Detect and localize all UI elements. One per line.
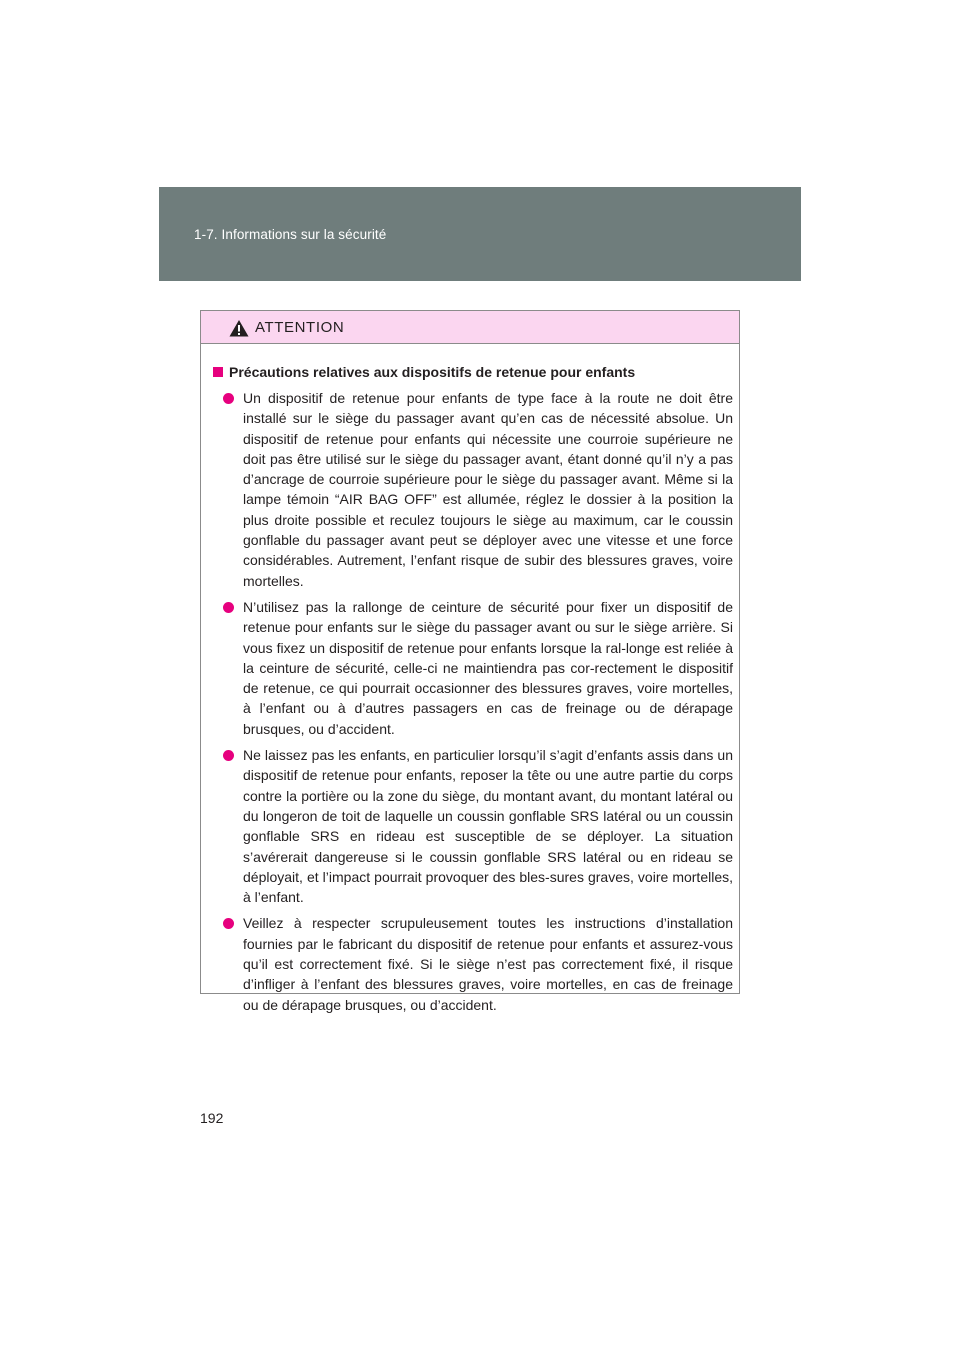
warning-subheading-text: Précautions relatives aux dispositifs de retenue pour enfants	[229, 364, 636, 380]
warning-item	[201, 597, 733, 739]
dot-bullet-icon	[223, 602, 234, 613]
warning-triangle-icon	[229, 319, 249, 337]
warning-items	[201, 388, 739, 1015]
warning-item-text: N’utilisez pas la rallonge de ceinture de sécurité pour fixer un dispositif de retenue pour enfants sur le siège du passager avant ou sur le siège arrière. Si vous fixez un dispositif de retenue pour enfants lorsque la ral-longe est reliée à la ceinture de sécurité, celle-ci ne maintiendra pas cor-rectement le dispositif de retenue, ce qui pourrait occasionner des blessures graves, voire mortelles, à l’enfant ou à d’autres passagers en cas de freinage ou de dérapage brusques, ou d’accident.	[243, 598, 733, 737]
page-number: 192	[200, 1110, 224, 1126]
section-title: 1-7. Informations sur la sécurité	[194, 227, 387, 242]
dot-bullet-icon	[223, 393, 234, 404]
warning-subheading	[213, 362, 739, 382]
section-header-band	[159, 187, 801, 281]
warning-label: ATTENTION	[255, 319, 345, 336]
warning-header	[201, 311, 739, 344]
warning-item-text: Veillez à respecter scrupuleusement toutes les instructions d’installation fournies par le fabricant du dispositif de retenue pour enfants et assurez-vous qu’il est correctement fixé. Si le siège n’est pas correctement fixé, il risque d’infliger à l’enfant des blessures graves, voire mortelles, en cas de freinage ou de dérapage brusques, ou d’accident.	[243, 915, 733, 1013]
warning-box	[200, 310, 740, 1013]
warning-item-text: Ne laissez pas les enfants, en particulier lorsqu’il s’agit d’enfants assis dans un dispositif de retenue pour enfants, reposer la tête ou une autre partie du corps contre la portière ou la zone du siège, du montant avant, du montant latéral ou du longeron de toit de laquelle un coussin gonflable SRS latéral ou un coussin gonflable SRS en rideau est susceptible de se déployer. La situation s’avérerait dangereuse si le coussin gonflable SRS latéral ou en rideau se déployait, et l’impact pourrait provoquer des bles-sures graves, voire mortelles, à l’enfant.	[243, 747, 733, 906]
warning-item-text: Un dispositif de retenue pour enfants de type face à la route ne doit être installé sur le siège du passager avant qu’en cas de nécessité absolue. Un dispositif de retenue pour enfants qui nécessite une courroie supérieure ne doit pas être utilisé sur le siège du passager avant, étant donné qu’il n’y a pas d’ancrage de courroie supérieure pour le siège du passager avant. Même si la lampe témoin “AIR BAG OFF” est allumée, réglez le dossier à la position la plus droite possible et reculez toujours le siège au maximum, car le coussin gonflable du passager avant peut se déployer avec une vitesse et une force considérables. Autrement, l’enfant risque de subir des blessures graves, voire mortelles.	[243, 390, 733, 589]
dot-bullet-icon	[223, 918, 234, 929]
dot-bullet-icon	[223, 750, 234, 761]
warning-body	[201, 344, 739, 1015]
square-bullet-icon	[213, 367, 223, 377]
warning-item	[201, 745, 733, 907]
warning-item	[201, 388, 733, 591]
warning-item	[201, 913, 733, 1014]
